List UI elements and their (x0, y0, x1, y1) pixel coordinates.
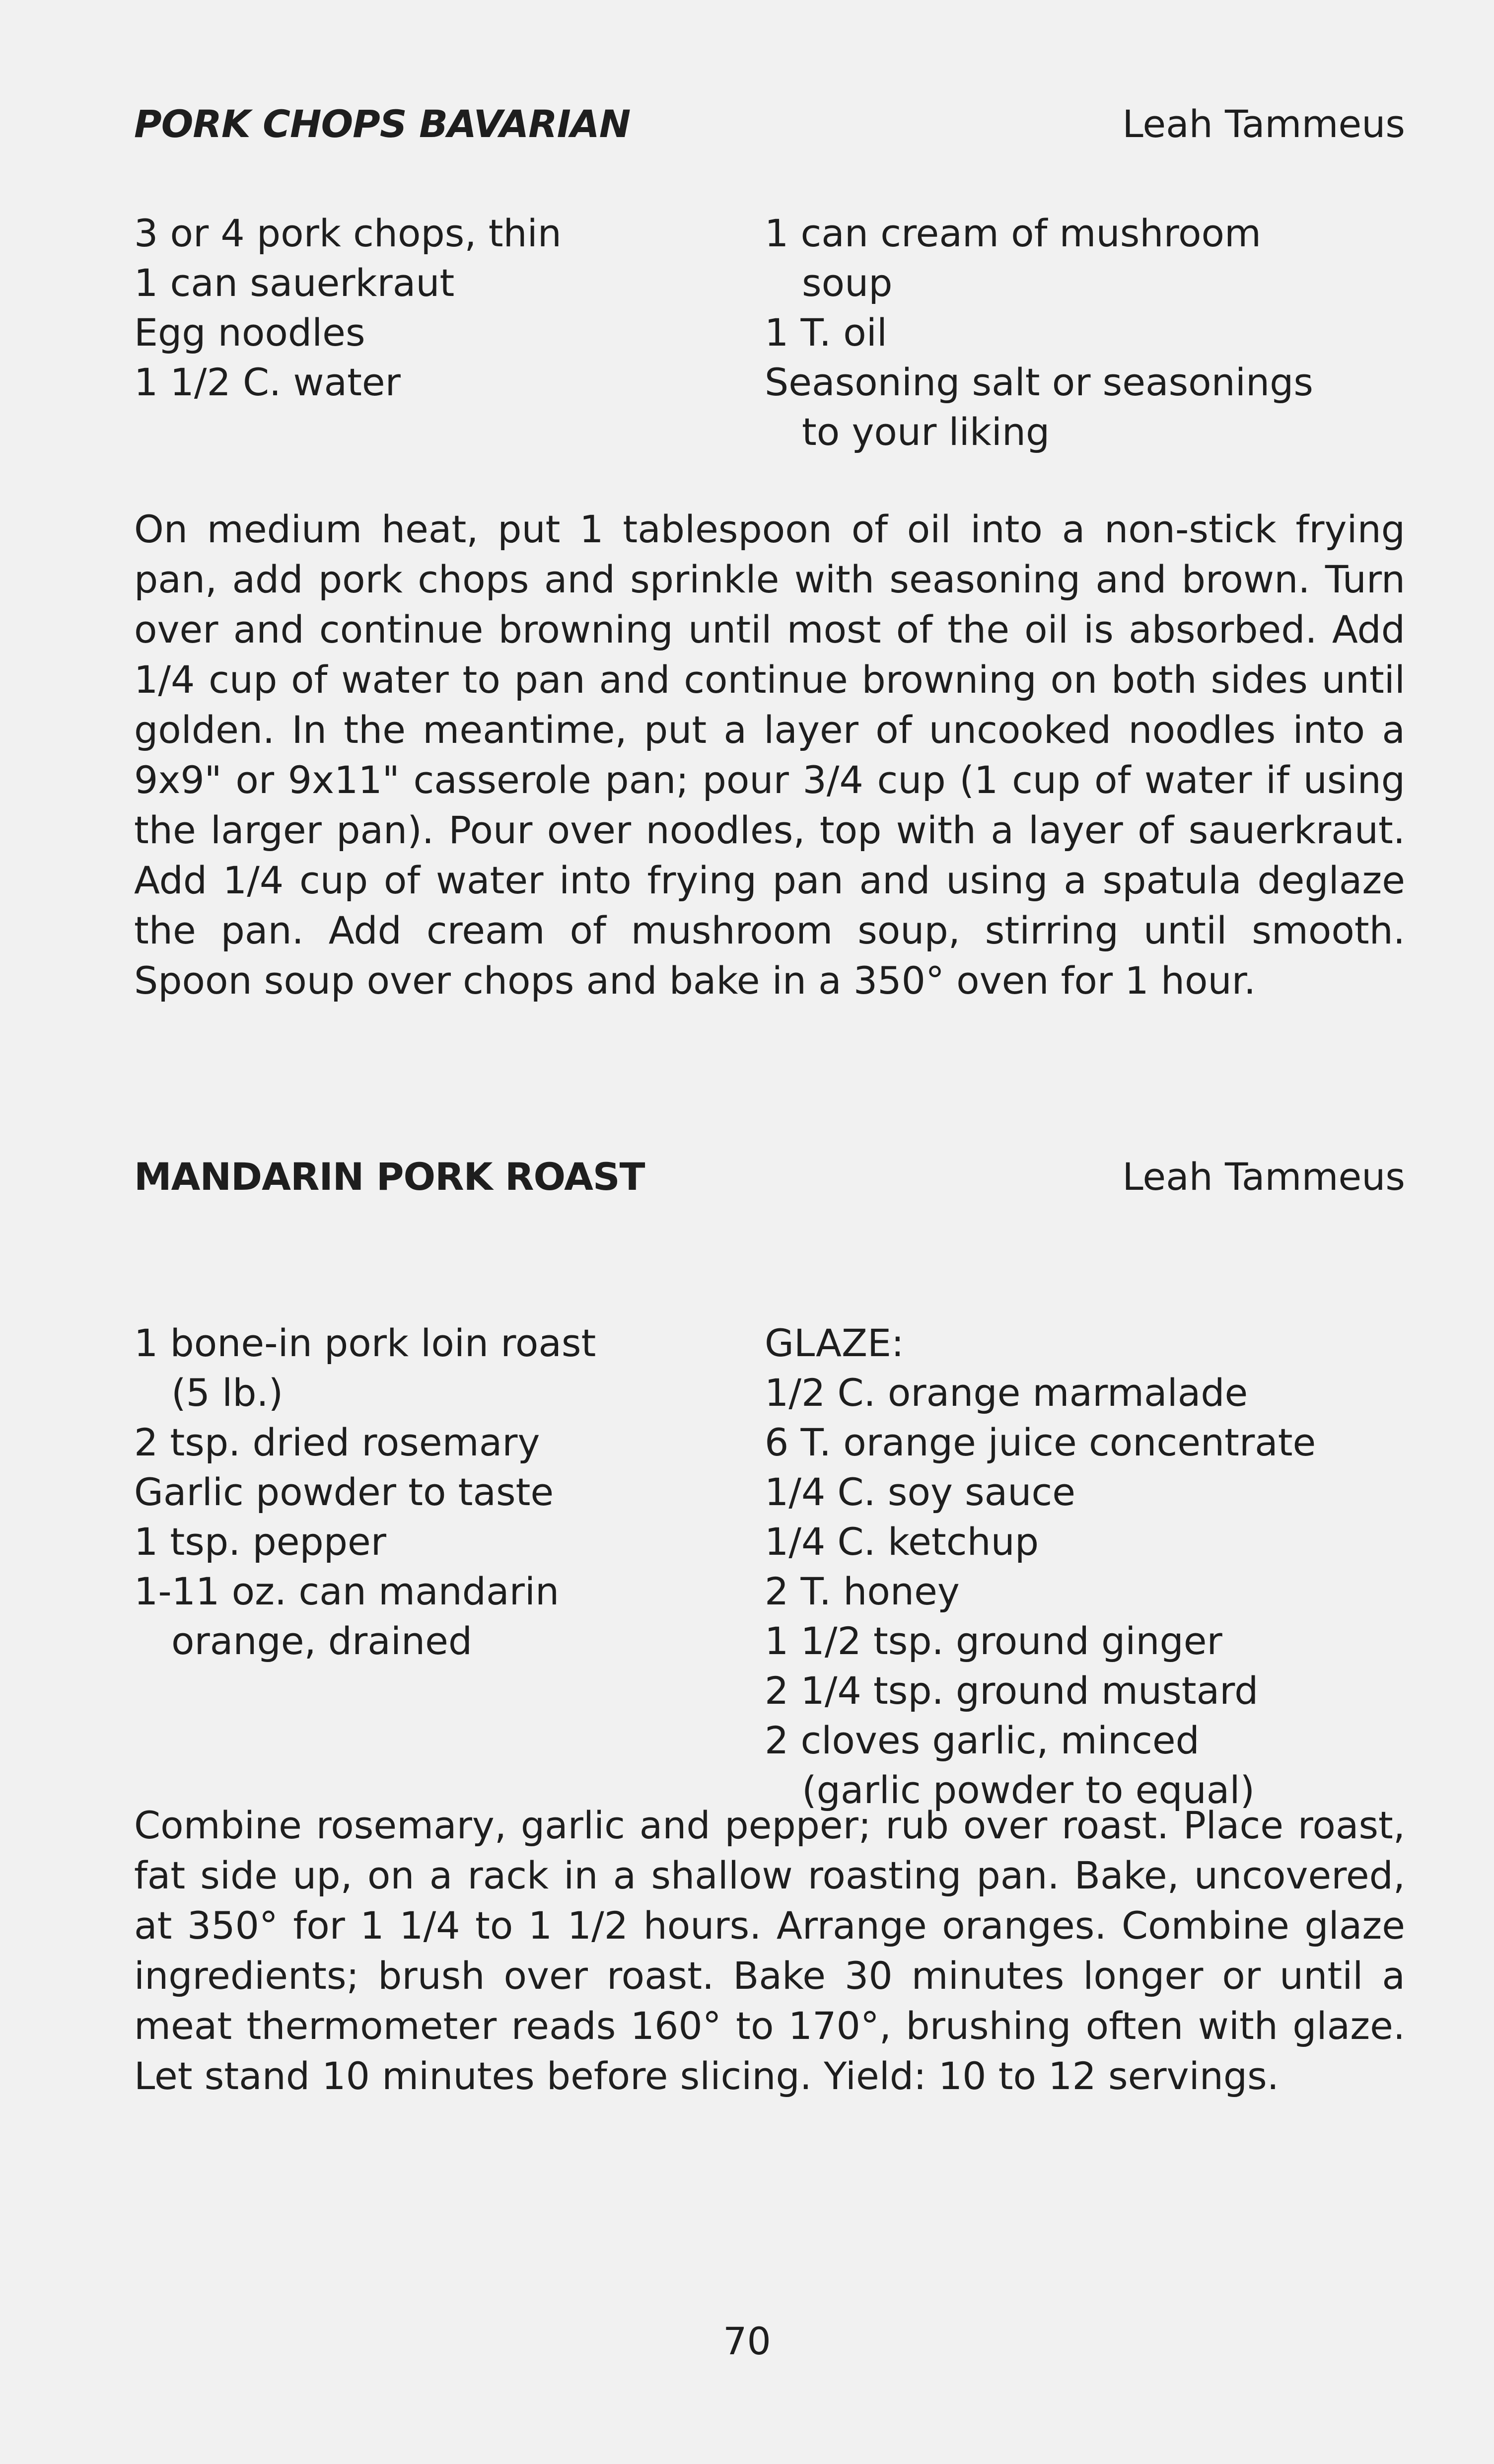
ingredients-left-column (134, 209, 730, 407)
ingredient-line: 1 can sauerkraut (134, 261, 455, 305)
ingredient-line: orange, drained (171, 1619, 473, 1663)
ingredient-line: to your liking (802, 410, 1050, 454)
ingredient-line: 1 tsp. pepper (134, 1520, 386, 1564)
ingredient-line: 1/4 C. ketchup (765, 1520, 1039, 1564)
ingredient-line: 3 or 4 pork chops, thin (134, 211, 562, 255)
ingredient-line: 1 T. oil (765, 310, 887, 355)
ingredient-line: Seasoning salt or seasonings (765, 360, 1313, 404)
ingredient-line: GLAZE: (765, 1321, 904, 1365)
ingredient-line: Egg noodles (134, 310, 365, 355)
recipe-mandarin-pork-roast (134, 1155, 1405, 2098)
ingredient-line: soup (802, 261, 893, 305)
ingredient-line: 2 cloves garlic, minced (765, 1718, 1200, 1762)
ingredient-list (134, 209, 1405, 467)
ingredients-left-column (134, 1318, 730, 1666)
ingredient-line: 6 T. orange juice concentrate (765, 1420, 1316, 1464)
ingredient-line: 1 1/2 tsp. ground ginger (765, 1619, 1222, 1663)
recipe-pork-chops-bavarian (134, 102, 1405, 1003)
recipe-directions: On medium heat, put 1 tablespoon of oil into a non-stick frying pan, add pork chops and sprinkle with seasoning and brown. Turn over and continue browning until most of the oil is absorbed. Add 1/4 cup of water to pan and continue browning on both sides until golden. In the meantime, put a layer of uncooked noodles into a 9x9" or 9x11" casserole pan; pour 3/4 cup (1 cup of water if using the larger pan). Pour over noodles, top with a layer of sauerkraut. Add 1/4 cup of water into frying pan and using a spatula deglaze the pan. Add cream of mushroom soup, stirring until smooth. Spoon soup over chops and bake in a 350° oven for 1 hour. (134, 507, 1405, 1003)
ingredient-line: 2 1/4 tsp. ground mustard (765, 1668, 1259, 1713)
recipe-directions: Combine rosemary, garlic and pepper; rub over roast. Place roast, fat side up, on a rack in a shallow roasting pan. Bake, uncovered, at 350° for 1 1/4 to 1 1/2 hours. Arrange oranges. Combine glaze ingredients; brush over roast. Bake 30 minutes longer or until a meat thermometer reads 160° to 170°, brushing often with glaze. Let stand 10 minutes before slicing. Yield: 10 to 12 servings. (134, 1803, 1405, 2098)
ingredient-line: 2 T. honey (765, 1569, 960, 1613)
ingredient-line: 1 bone-in pork loin roast (134, 1321, 596, 1365)
ingredient-line: Garlic powder to taste (134, 1470, 554, 1514)
ingredient-line: 1-11 oz. can mandarin (134, 1569, 560, 1613)
recipe-author: Leah Tammeus (1122, 1155, 1405, 1199)
ingredient-line: 1/4 C. soy sauce (765, 1470, 1075, 1514)
ingredients-right-column (765, 209, 1425, 457)
ingredient-line: (garlic powder to equal) (802, 1768, 1255, 1812)
ingredient-line: 1 1/2 C. water (134, 360, 401, 404)
ingredient-line: 2 tsp. dried rosemary (134, 1420, 540, 1464)
ingredient-list (134, 1318, 1405, 1815)
ingredient-line: 1 can cream of mushroom (765, 211, 1262, 255)
recipe-title: MANDARIN PORK ROAST (134, 1155, 645, 1199)
ingredient-line: 1/2 C. orange marmalade (765, 1371, 1248, 1415)
recipe-author: Leah Tammeus (1122, 102, 1405, 146)
recipe-title: PORK CHOPS BAVARIAN (134, 102, 631, 146)
recipe-header (134, 102, 1405, 161)
ingredients-right-column (765, 1318, 1425, 1815)
page-number: 70 (723, 2319, 771, 2363)
ingredient-line: (5 lb.) (171, 1371, 284, 1415)
recipe-header (134, 1155, 1405, 1214)
